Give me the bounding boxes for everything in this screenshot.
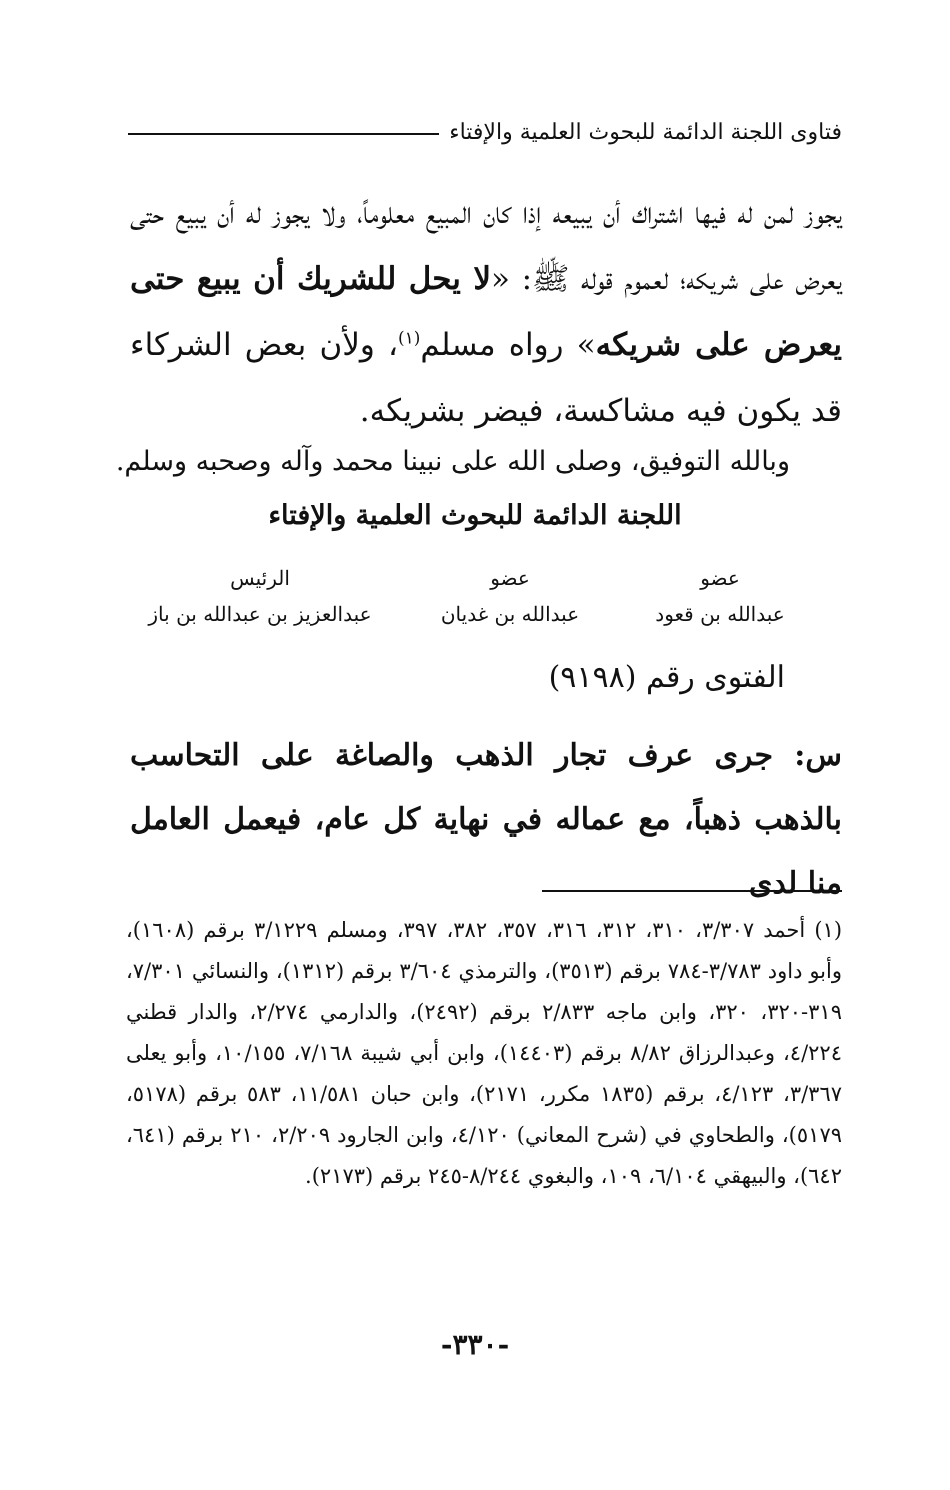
- closing-supplication: وبالله التوفيق، وصلى الله على نبينا محمد وآله وصحبه وسلم.: [115, 446, 790, 477]
- fatwa-number: الفتوى رقم (٩١٩٨): [548, 660, 785, 695]
- question-paragraph: س: جرى عرف تجار الذهب والصاغة على التحاسب بالذهب ذهباً، مع عماله في نهاية كل عام، فيعمل العامل منا لدى: [130, 738, 842, 901]
- footnote: (١) أحمد ٣/٣٠٧، ٣١٠، ٣١٢، ٣١٦، ٣٥٧، ٣٨٢، ٣٩٧، ومسلم ٣/١٢٢٩ برقم (١٦٠٨)، وأبو داود ٣/٧٨٣-٧٨٤ برقم (٣٥١٣)، والترمذي ٣/٦٠٤ برقم (١٣١٢)، والنسائي ٧/٣٠١، ٣١٩-٣٢٠، ٣٢٠، وابن ماجه ٢/٨٣٣ برقم (٢٤٩٢)، والدارمي ٢/٢٧٤، والدار قطني ٤/٢٢٤، وعبدالرزاق ٨/٨٢ برقم (١٤٤٠٣)، وابن أبي شيبة ٧/١٦٨، ١٠/١٥٥، وأبو يعلى ٣/٣٦٧، ٤/١٢٣، برقم (١٨٣٥ مكرر، ٢١٧١)، وابن حبان ١١/٥٨١، ٥٨٣ برقم (٥١٧٨، ٥١٧٩)، والطحاوي في (شرح المعاني) ٤/١٢٠، وابن الجارود ٢/٢٠٩، ٢١٠ برقم (٦٤١، ٦٤٢)، والبيهقي ٦/١٠٤، ١٠٩، والبغوي ٨/٢٤٤-٢٤٥ برقم (٢١٧٣).: [126, 918, 843, 1188]
- footnote-rule: [542, 890, 842, 892]
- signatory-president: [140, 560, 380, 632]
- body-text-part3: ، ولأن بعض الشركاء قد يكون فيه مشاكسة، فيضر بشريكه.: [130, 327, 842, 429]
- body-text-part2: » رواه مسلم: [420, 327, 596, 363]
- page-number: -٣٣٠-: [440, 1328, 510, 1361]
- header-rule: [128, 133, 439, 135]
- signatory-name: عبدالعزيز بن عبدالله بن باز: [148, 602, 372, 626]
- signatory-member-2: [430, 560, 590, 632]
- signatory-member-1: [640, 560, 800, 632]
- signatory-name: عبدالله بن قعود: [655, 602, 785, 626]
- running-header: [128, 112, 842, 152]
- signatory-name: عبدالله بن غديان: [440, 602, 580, 626]
- footnote-reference[interactable]: (١): [398, 328, 421, 349]
- signatures-block: [150, 560, 800, 640]
- signatory-role: عضو: [490, 566, 530, 590]
- body-text-part1: يجوز لمن له فيها اشتراك أن يبيعه إذا كان المبيع معلوماً، ولا يجوز له أن يبيع حتى يعرض على شريكه؛ لعموم قوله ﷺ: «: [130, 195, 842, 297]
- committee-name: اللجنة الدائمة للبحوث العلمية والإفتاء: [268, 500, 682, 531]
- body-paragraph: [130, 180, 842, 444]
- hadith-quote: لا يحل للشريك أن يبيع حتى يعرض على شريكه: [130, 261, 842, 363]
- signatory-role: عضو: [700, 566, 740, 590]
- running-header-title: فتاوى اللجنة الدائمة للبحوث العلمية والإفتاء: [449, 119, 842, 145]
- signatory-role: الرئيس: [230, 566, 290, 590]
